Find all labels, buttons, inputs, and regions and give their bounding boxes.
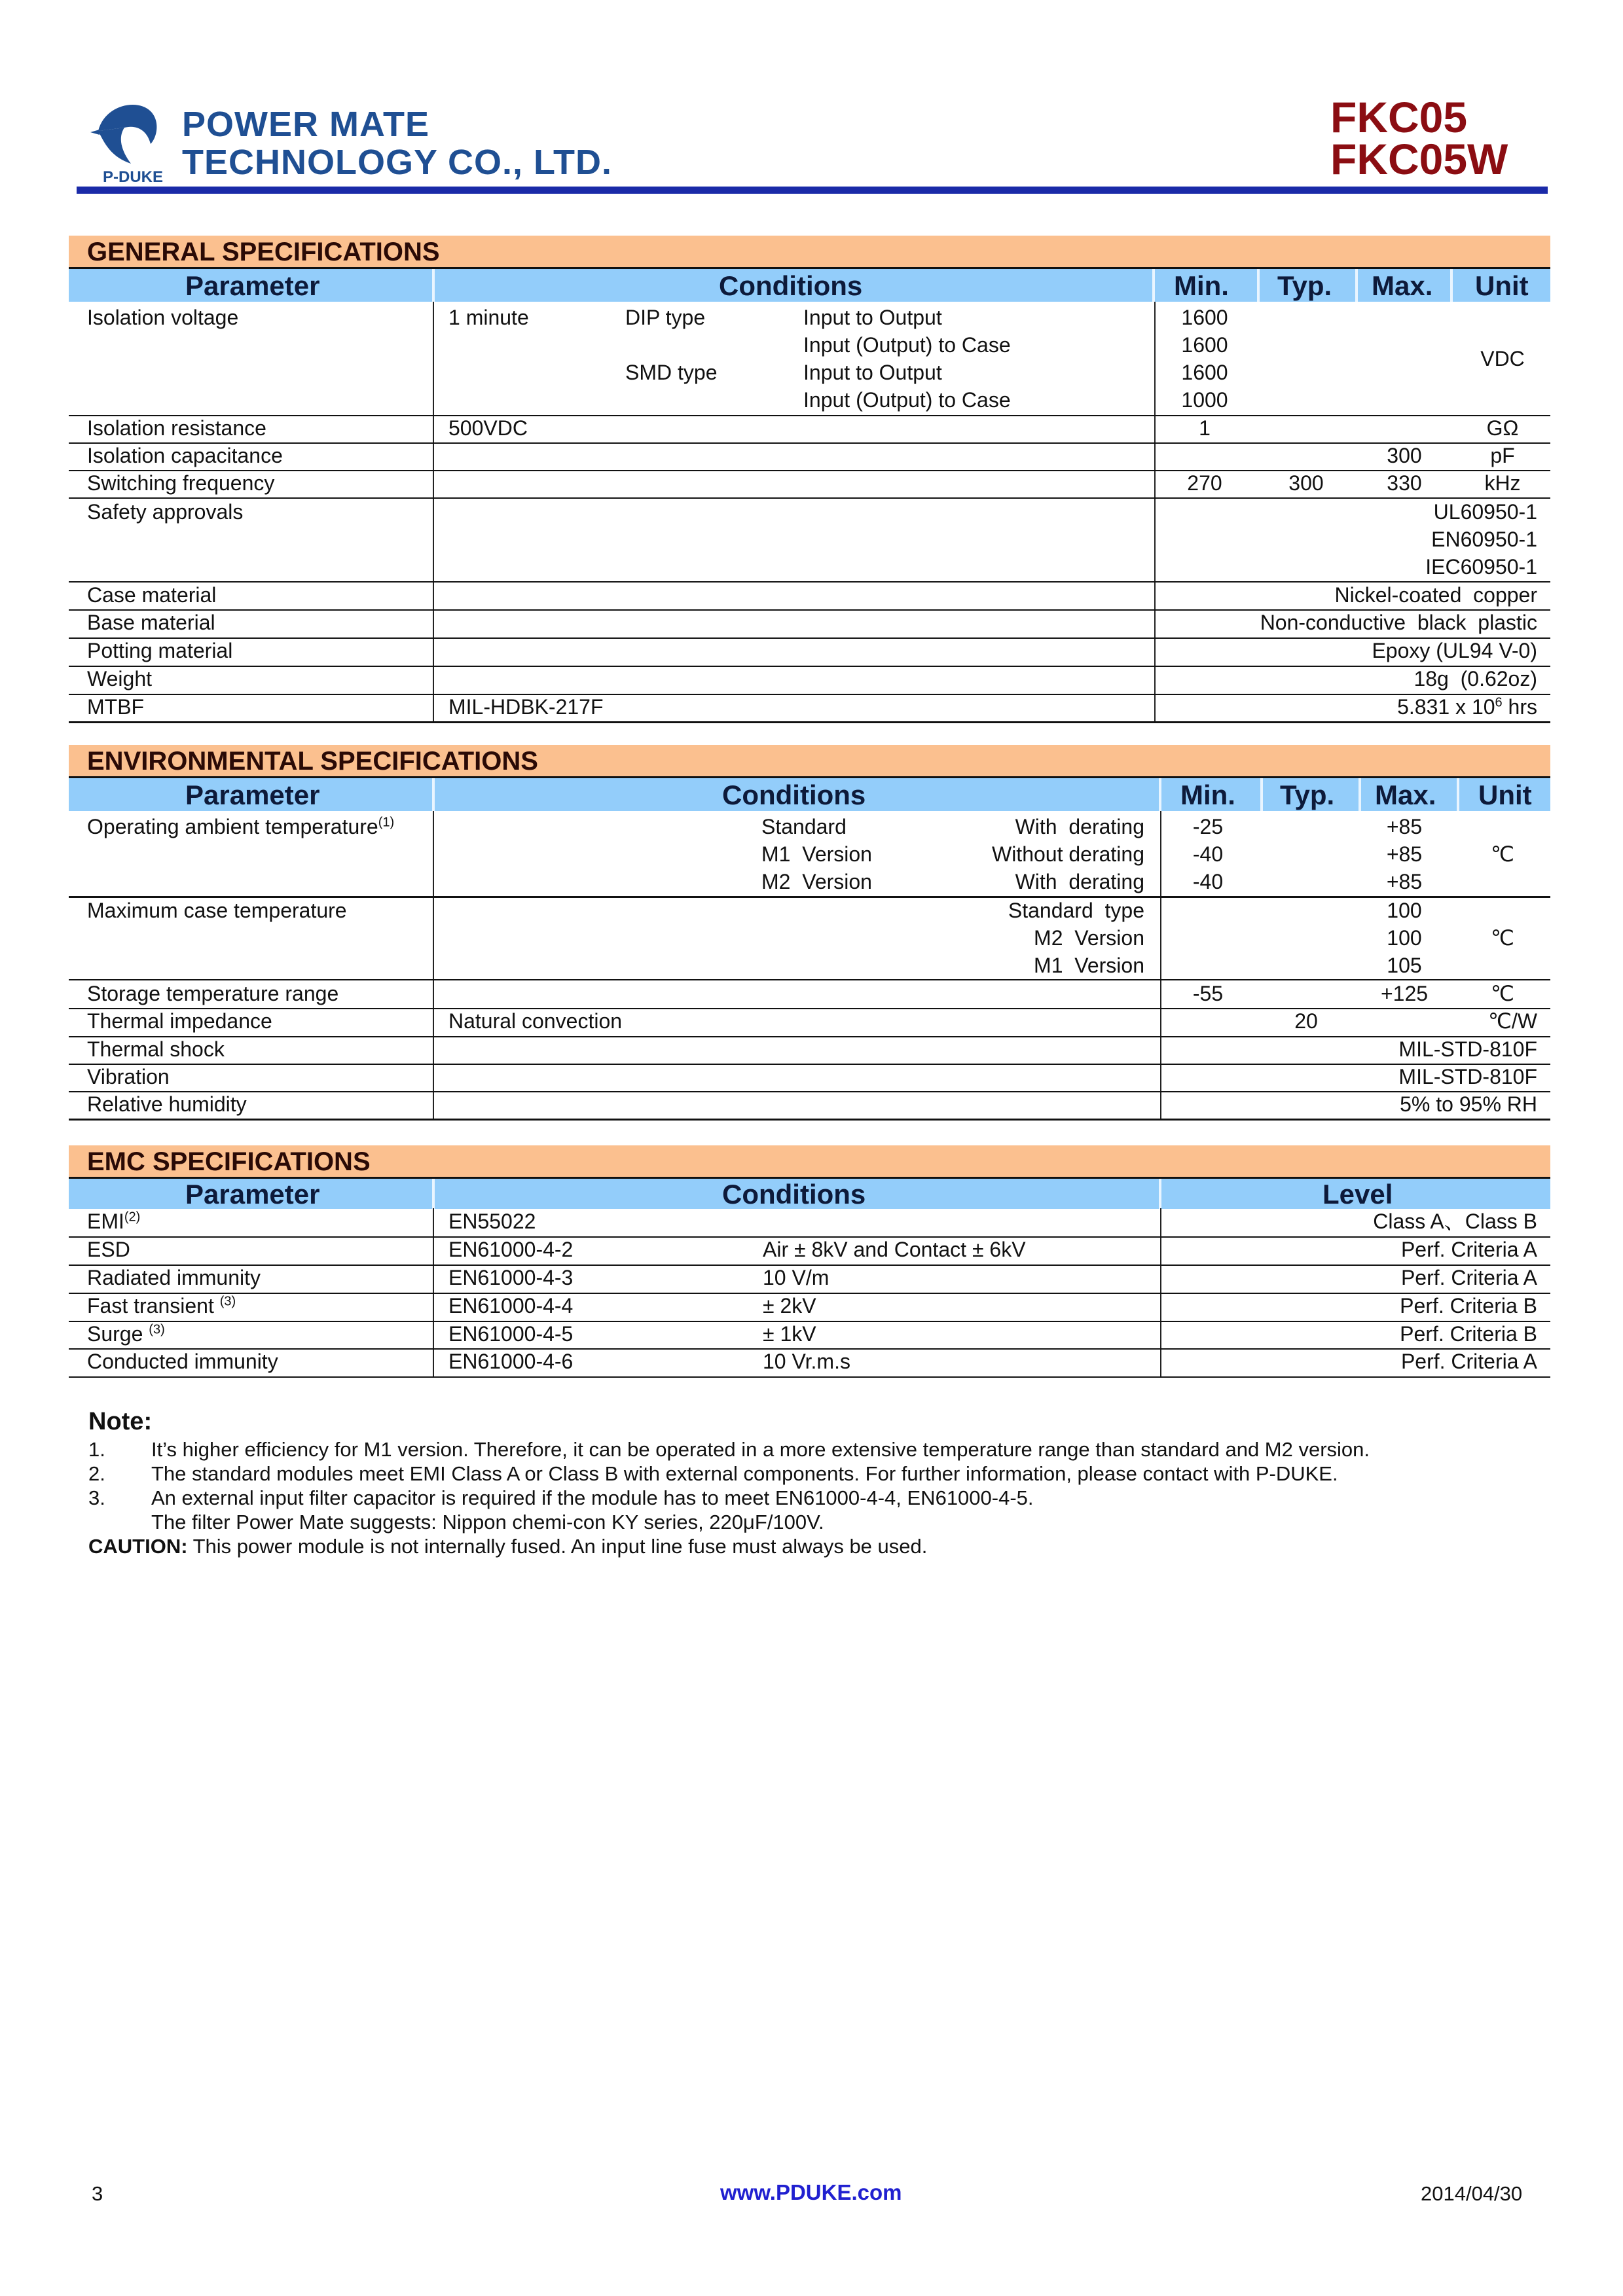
note-ref: (3) <box>219 1294 236 1309</box>
param-switching-frequency: Switching frequency <box>87 471 275 495</box>
detail-value: 10 Vr.m.s <box>763 1350 850 1373</box>
column-header-row <box>69 267 1550 302</box>
caution-label: CAUTION: <box>88 1535 188 1558</box>
notes-title: Note: <box>88 1408 153 1435</box>
page-number: 3 <box>92 2182 103 2205</box>
company-name-line2: TECHNOLOGY CO., LTD. <box>182 143 613 182</box>
max-value: +85 <box>1386 815 1423 838</box>
column-header-row <box>69 1177 1550 1209</box>
unit-value: ℃ <box>1491 982 1514 1005</box>
param-potting-material: Potting material <box>87 639 233 662</box>
param-isolation-resistance: Isolation resistance <box>87 416 266 440</box>
safety-value: EN60950-1 <box>1431 528 1537 551</box>
caution-line <box>88 1534 927 1558</box>
weight-value: 18g (0.62oz) <box>1413 667 1537 691</box>
column-header-row <box>69 776 1550 811</box>
min-value: -40 <box>1192 842 1224 866</box>
section-title-bar <box>69 236 1550 269</box>
standard-value: EN55022 <box>448 1210 536 1233</box>
level-value: Perf. Criteria A <box>1400 1350 1537 1373</box>
cond-sub: M2 Version <box>1034 926 1144 950</box>
min-value: -25 <box>1192 815 1224 838</box>
param-relative-humidity: Relative humidity <box>87 1092 247 1116</box>
standard-value: EN61000-4-5 <box>448 1322 574 1346</box>
cond-sub: Input (Output) to Case <box>803 333 1011 357</box>
level-value: Perf. Criteria B <box>1400 1322 1537 1346</box>
param-case-temp: Maximum case temperature <box>87 899 347 922</box>
param-case-material: Case material <box>87 583 217 607</box>
cond-sub: M1 Version <box>1034 954 1144 977</box>
cond-value: 500VDC <box>448 416 528 440</box>
min-value: 1 <box>1199 416 1211 440</box>
document-date: 2014/04/30 <box>1421 2182 1523 2205</box>
param-label: EMI <box>87 1210 124 1233</box>
note-text: An external input filter capacitor is required if the module has to meet EN61000-4-4, EN61000-4-5. <box>151 1486 1034 1509</box>
section-title: EMC SPECIFICATIONS <box>87 1147 371 1176</box>
min-value: 1600 <box>1181 333 1228 357</box>
detail-value: Air ± 8kV and Contact ± 6kV <box>763 1238 1026 1261</box>
website-link[interactable]: www.PDUKE.com <box>720 2180 902 2204</box>
cond-sub: Input (Output) to Case <box>803 388 1011 412</box>
typ-value: 300 <box>1288 471 1324 495</box>
col-parameter: Parameter <box>185 780 320 810</box>
detail-value: ± 1kV <box>763 1322 816 1346</box>
col-conditions: Conditions <box>722 1179 866 1210</box>
unit-value: pF <box>1490 444 1515 467</box>
mtbf-unit: hrs <box>1502 695 1537 719</box>
param-esd: ESD <box>87 1238 130 1261</box>
max-value: 100 <box>1387 899 1422 922</box>
min-value: -40 <box>1192 870 1224 893</box>
param-thermal-shock: Thermal shock <box>87 1037 225 1061</box>
version-label: M2 Version <box>761 870 872 893</box>
spec-value: MIL-STD-810F <box>1398 1037 1537 1061</box>
note-text: The standard modules meet EMI Class A or Class B with external components. For further information, please contact with P-DUKE. <box>151 1462 1338 1485</box>
max-value: 100 <box>1387 926 1422 950</box>
cond-smd-type: SMD type <box>625 361 718 384</box>
note-number: 1. <box>88 1438 105 1461</box>
standard-value: EN61000-4-2 <box>448 1238 574 1261</box>
param-operating-temp <box>87 814 394 840</box>
version-label: M1 Version <box>761 842 872 866</box>
cond-time: 1 minute <box>448 306 529 329</box>
mtbf-base: 5.831 x 10 <box>1397 695 1495 719</box>
note-number: 2. <box>88 1462 105 1485</box>
param-emi <box>87 1208 140 1234</box>
logo-caption: P-DUKE <box>103 168 164 186</box>
safety-value: UL60950-1 <box>1433 500 1537 524</box>
unit-value: ℃ <box>1491 842 1514 866</box>
unit-value: GΩ <box>1486 416 1519 440</box>
param-label: Surge <box>87 1322 149 1346</box>
min-value: -55 <box>1192 982 1224 1005</box>
spec-value: MIL-STD-810F <box>1398 1065 1537 1088</box>
level-value: Class A、Class B <box>1373 1210 1537 1233</box>
min-value: 1600 <box>1181 361 1228 384</box>
col-unit: Unit <box>1475 270 1529 301</box>
derating-label: With derating <box>1015 870 1144 893</box>
col-conditions: Conditions <box>719 270 863 301</box>
level-value: Perf. Criteria B <box>1400 1294 1537 1318</box>
model-name-2: FKC05W <box>1330 135 1508 183</box>
note-ref: (2) <box>124 1210 141 1225</box>
param-conducted-immunity: Conducted immunity <box>87 1350 278 1373</box>
col-min: Min. <box>1174 270 1229 301</box>
typ-value: 20 <box>1294 1009 1318 1033</box>
unit-value: ℃/W <box>1487 1009 1537 1033</box>
standard-value: EN61000-4-6 <box>448 1350 574 1373</box>
max-value: 105 <box>1387 954 1422 977</box>
mtbf-exponent: 6 <box>1495 695 1503 710</box>
min-value: 270 <box>1187 471 1222 495</box>
unit-value: VDC <box>1480 347 1525 370</box>
section-title: ENVIRONMENTAL SPECIFICATIONS <box>87 747 538 776</box>
note-text: It’s higher efficiency for M1 version. Therefore, it can be operated in a more extensive temperature range than standard and M2 version. <box>151 1438 1370 1461</box>
derating-label: Without derating <box>991 842 1144 866</box>
standard-value: EN61000-4-4 <box>448 1294 574 1318</box>
note-number: 3. <box>88 1486 105 1509</box>
note-ref: (3) <box>149 1322 165 1337</box>
col-typ: Typ. <box>1280 780 1335 810</box>
level-value: Perf. Criteria A <box>1400 1238 1537 1261</box>
param-label: Operating ambient temperature <box>87 815 378 838</box>
param-storage-temp: Storage temperature range <box>87 982 339 1005</box>
note-text: The filter Power Mate suggests: Nippon chemi-con KY series, 220μF/100V. <box>151 1511 824 1534</box>
cond-sub: Standard type <box>1008 899 1144 922</box>
max-value: +125 <box>1380 982 1429 1005</box>
param-weight: Weight <box>87 667 153 691</box>
section-title-bar <box>69 745 1550 778</box>
level-value: Perf. Criteria A <box>1400 1266 1537 1289</box>
param-thermal-impedance: Thermal impedance <box>87 1009 272 1033</box>
safety-value: IEC60950-1 <box>1425 555 1537 579</box>
derating-label: With derating <box>1015 815 1144 838</box>
param-vibration: Vibration <box>87 1065 170 1088</box>
param-isolation-voltage: Isolation voltage <box>87 306 239 329</box>
max-value: 300 <box>1387 444 1422 467</box>
param-surge <box>87 1321 165 1347</box>
param-fast-transient <box>87 1293 236 1319</box>
swallow-logo-icon <box>85 92 170 170</box>
section-title: GENERAL SPECIFICATIONS <box>87 238 440 266</box>
param-radiated-immunity: Radiated immunity <box>87 1266 261 1289</box>
col-parameter: Parameter <box>185 1179 320 1210</box>
unit-value: kHz <box>1484 471 1521 495</box>
param-label: Fast transient <box>87 1294 220 1318</box>
cond-value: MIL-HDBK-217F <box>448 695 604 719</box>
param-safety-approvals: Safety approvals <box>87 500 244 524</box>
note-ref: (1) <box>378 815 395 830</box>
material-value: Epoxy (UL94 V-0) <box>1372 639 1537 662</box>
mtbf-value <box>1165 694 1537 720</box>
standard-value: EN61000-4-3 <box>448 1266 574 1289</box>
col-unit: Unit <box>1478 780 1532 810</box>
cond-value: Natural convection <box>448 1009 623 1033</box>
param-isolation-capacitance: Isolation capacitance <box>87 444 283 467</box>
cond-sub: Input to Output <box>803 306 942 329</box>
caution-text: This power module is not internally fused. An input line fuse must always be used. <box>187 1535 928 1558</box>
col-max: Max. <box>1372 270 1433 301</box>
section-title-bar <box>69 1145 1550 1179</box>
detail-value: ± 2kV <box>763 1294 816 1318</box>
model-name-1: FKC05 <box>1330 93 1468 141</box>
unit-value: ℃ <box>1491 926 1514 950</box>
material-value: Nickel-coated copper <box>1334 583 1537 607</box>
param-mtbf: MTBF <box>87 695 145 719</box>
col-conditions: Conditions <box>722 780 866 810</box>
material-value: Non-conductive black plastic <box>1260 611 1537 634</box>
col-level: Level <box>1322 1179 1393 1210</box>
param-base-material: Base material <box>87 611 215 634</box>
col-max: Max. <box>1375 780 1436 810</box>
min-value: 1600 <box>1181 306 1228 329</box>
col-min: Min. <box>1180 780 1235 810</box>
cond-sub: Input to Output <box>803 361 942 384</box>
max-value: 330 <box>1387 471 1422 495</box>
col-parameter: Parameter <box>185 270 320 301</box>
cond-dip-type: DIP type <box>625 306 706 329</box>
company-name-line1: POWER MATE <box>182 105 429 144</box>
detail-value: 10 V/m <box>763 1266 830 1289</box>
header-rule <box>77 187 1548 194</box>
max-value: +85 <box>1386 842 1423 866</box>
min-value: 1000 <box>1181 388 1228 412</box>
col-typ: Typ. <box>1277 270 1332 301</box>
spec-value: 5% to 95% RH <box>1400 1092 1537 1116</box>
version-label: Standard <box>761 815 847 838</box>
max-value: +85 <box>1386 870 1423 893</box>
